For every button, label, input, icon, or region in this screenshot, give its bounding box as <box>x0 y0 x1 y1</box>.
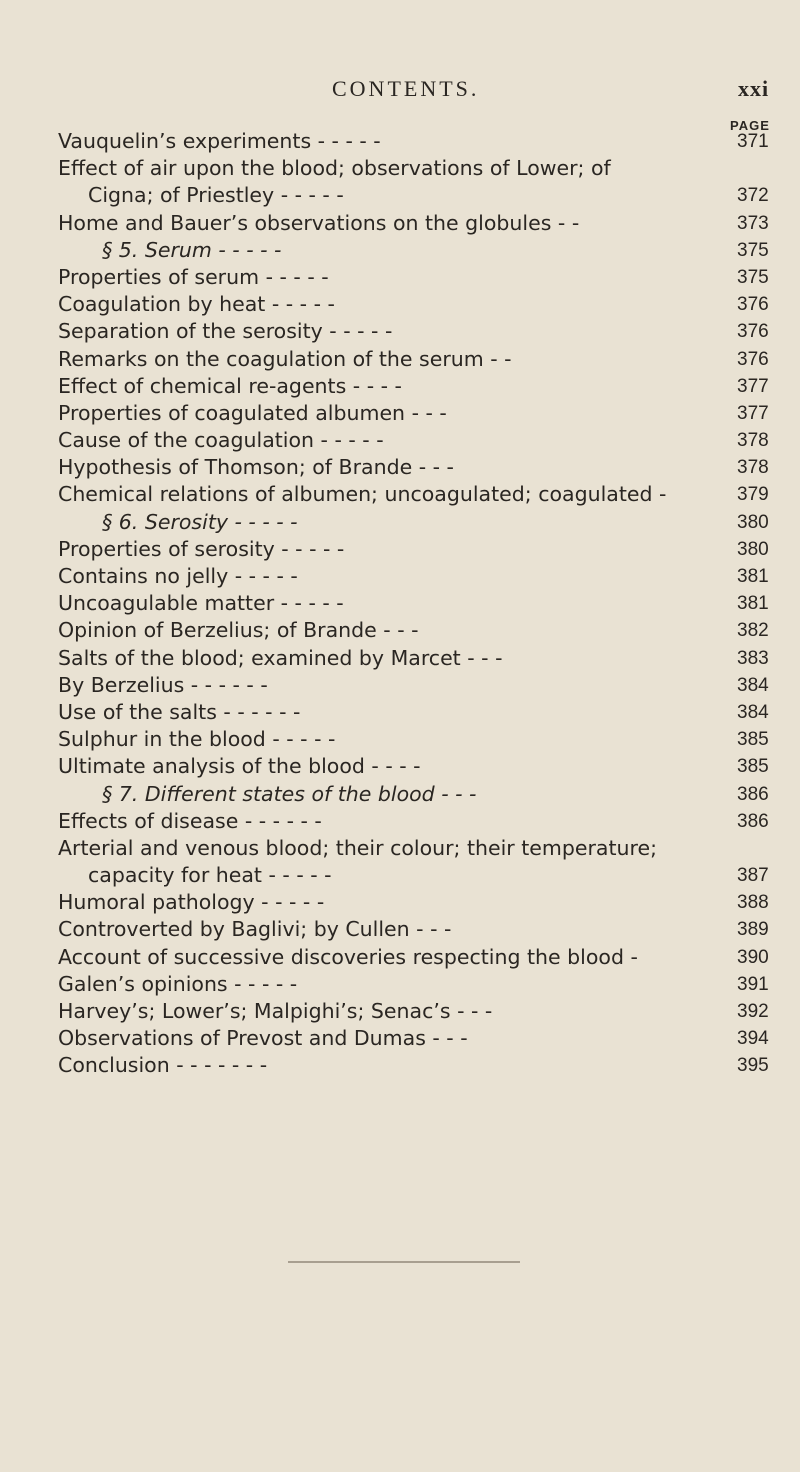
toc-entry <box>0 264 800 291</box>
toc-entry-title: Vauquelin’s experiments - - - - - <box>58 129 381 153</box>
toc-entry <box>0 1025 800 1052</box>
toc-entry-page: 389 <box>737 919 769 941</box>
toc-entry <box>0 155 800 182</box>
toc-entry-title: Properties of coagulated albumen - - - <box>58 400 447 425</box>
toc-entry-title: Home and Bauer’s observations on the globules - - <box>58 210 580 235</box>
toc-entry-page: 394 <box>737 1028 769 1050</box>
toc-entry-title: § 5. Serum - - - - - <box>102 237 282 262</box>
toc-entry <box>0 481 800 508</box>
toc-entry-page: 391 <box>737 973 769 995</box>
toc-entry-page: 375 <box>737 239 769 261</box>
toc-entry-title: Effect of chemical re-agents - - - - <box>58 373 402 398</box>
toc-entry <box>0 346 800 373</box>
toc-entry <box>0 1052 800 1079</box>
toc-entry-title: Opinion of Berzelius; of Brande - - - <box>58 618 419 643</box>
toc-entry-title: Sulphur in the blood - - - - - <box>58 727 336 752</box>
toc-entry-title: Observations of Prevost and Dumas - - - <box>58 1026 468 1051</box>
toc-entry-page: 378 <box>737 430 769 452</box>
toc-entry <box>0 699 800 726</box>
toc-entry-page: 377 <box>737 375 769 397</box>
toc-entry-page: 385 <box>737 756 769 778</box>
toc-entry-title: Properties of serosity - - - - - <box>58 536 345 561</box>
toc-entry-page: 384 <box>737 674 769 696</box>
table-of-contents <box>0 128 800 1080</box>
toc-entry <box>0 427 800 454</box>
toc-entry <box>0 128 800 155</box>
toc-entry-title: Salts of the blood; examined by Marcet - - - <box>58 645 503 670</box>
toc-entry <box>0 998 800 1025</box>
toc-entry-page: 392 <box>737 1001 769 1022</box>
toc-entry <box>0 454 800 481</box>
footer-rule <box>288 1261 520 1263</box>
toc-entry <box>0 889 800 916</box>
toc-entry <box>0 400 800 427</box>
toc-entry-title: Account of successive discoveries respecting the blood - <box>58 944 638 969</box>
toc-entry-page: 373 <box>737 212 769 234</box>
toc-entry-title: Properties of serum - - - - - <box>58 264 329 289</box>
toc-entry-title: Separation of the serosity - - - - - <box>58 319 393 344</box>
toc-entry-page: 380 <box>737 511 769 533</box>
toc-entry <box>0 835 800 862</box>
toc-entry-title: Chemical relations of albumen; uncoagulated; coagulated - <box>58 482 667 507</box>
page-folio: xxi <box>738 76 770 101</box>
toc-entry <box>0 237 800 264</box>
toc-entry-title: Cigna; of Priestley - - - - - <box>88 183 344 208</box>
toc-entry-title: Arterial and venous blood; their colour; their temperature; <box>58 835 658 860</box>
toc-entry-page: 383 <box>737 647 769 669</box>
toc-entry-page: 380 <box>737 538 769 560</box>
toc-entry-title: Harvey’s; Lower’s; Malpighi’s; Senac’s - - - <box>58 999 493 1023</box>
toc-entry-title: Hypothesis of Thomson; of Brande - - - <box>58 455 454 480</box>
toc-entry-page: 376 <box>737 321 769 343</box>
toc-entry-title: Contains no jelly - - - - - <box>58 564 298 588</box>
toc-entry-page: 375 <box>737 266 769 288</box>
toc-entry-page: 382 <box>737 620 769 642</box>
toc-entry <box>0 726 800 753</box>
toc-entry <box>0 916 800 943</box>
toc-entry <box>0 944 800 971</box>
toc-entry-title: Effect of air upon the blood; observations of Lower; of <box>58 156 611 181</box>
toc-entry-page: 371 <box>737 131 769 152</box>
toc-entry-page: 385 <box>737 729 769 751</box>
toc-entry <box>0 862 800 889</box>
toc-entry-page: 377 <box>737 402 769 424</box>
toc-entry-title: § 7. Different states of the blood - - - <box>102 781 477 806</box>
toc-entry-page: 388 <box>737 892 769 914</box>
toc-entry <box>0 182 800 209</box>
toc-entry <box>0 808 800 835</box>
toc-entry-title: Galen’s opinions - - - - - <box>58 971 298 996</box>
toc-entry <box>0 753 800 780</box>
toc-entry-page: 381 <box>737 593 769 615</box>
toc-entry-title: Cause of the coagulation - - - - - <box>58 428 384 453</box>
toc-entry <box>0 291 800 318</box>
toc-entry-title: Remarks on the coagulation of the serum - - <box>58 346 512 371</box>
toc-entry-title: Effects of disease - - - - - - <box>58 808 322 833</box>
toc-entry-page: 376 <box>737 294 769 316</box>
toc-entry-page: 384 <box>737 701 769 723</box>
toc-entry <box>0 971 800 998</box>
toc-entry-page: 390 <box>737 946 769 968</box>
toc-entry-page: 395 <box>737 1055 769 1077</box>
toc-entry-page: 376 <box>737 348 769 370</box>
toc-entry-title: Uncoagulable matter - - - - - <box>58 591 344 616</box>
toc-entry-title: Controverted by Baglivi; by Cullen - - - <box>58 917 452 942</box>
toc-entry-page: 386 <box>737 810 769 832</box>
toc-entry <box>0 645 800 672</box>
toc-entry <box>0 617 800 644</box>
toc-entry <box>0 373 800 400</box>
running-title: CONTENTS. <box>332 76 480 101</box>
page-column-label: PAGE <box>730 118 770 133</box>
toc-entry <box>0 536 800 563</box>
toc-entry-title: § 6. Serosity - - - - - <box>102 509 298 534</box>
toc-entry-page: 387 <box>737 865 769 887</box>
toc-entry-title: Ultimate analysis of the blood - - - - <box>58 754 421 779</box>
toc-entry <box>0 781 800 808</box>
toc-entry-title: Conclusion - - - - - - - <box>58 1053 268 1078</box>
toc-entry <box>0 590 800 617</box>
toc-entry <box>0 509 800 536</box>
toc-entry <box>0 563 800 590</box>
toc-entry-title: capacity for heat - - - - - <box>88 863 332 888</box>
toc-entry-title: Humoral pathology - - - - - <box>58 890 325 915</box>
toc-entry-page: 386 <box>737 783 769 805</box>
toc-entry <box>0 672 800 699</box>
toc-entry-page: 379 <box>737 484 769 506</box>
toc-entry-page: 372 <box>737 185 769 207</box>
toc-entry-title: Coagulation by heat - - - - - <box>58 292 335 317</box>
toc-entry-title: Use of the salts - - - - - - <box>58 699 301 724</box>
toc-entry-page: 378 <box>737 457 769 479</box>
toc-entry-page: 381 <box>737 566 769 587</box>
toc-entry <box>0 318 800 345</box>
toc-entry <box>0 210 800 237</box>
toc-entry-title: By Berzelius - - - - - - <box>58 672 268 697</box>
